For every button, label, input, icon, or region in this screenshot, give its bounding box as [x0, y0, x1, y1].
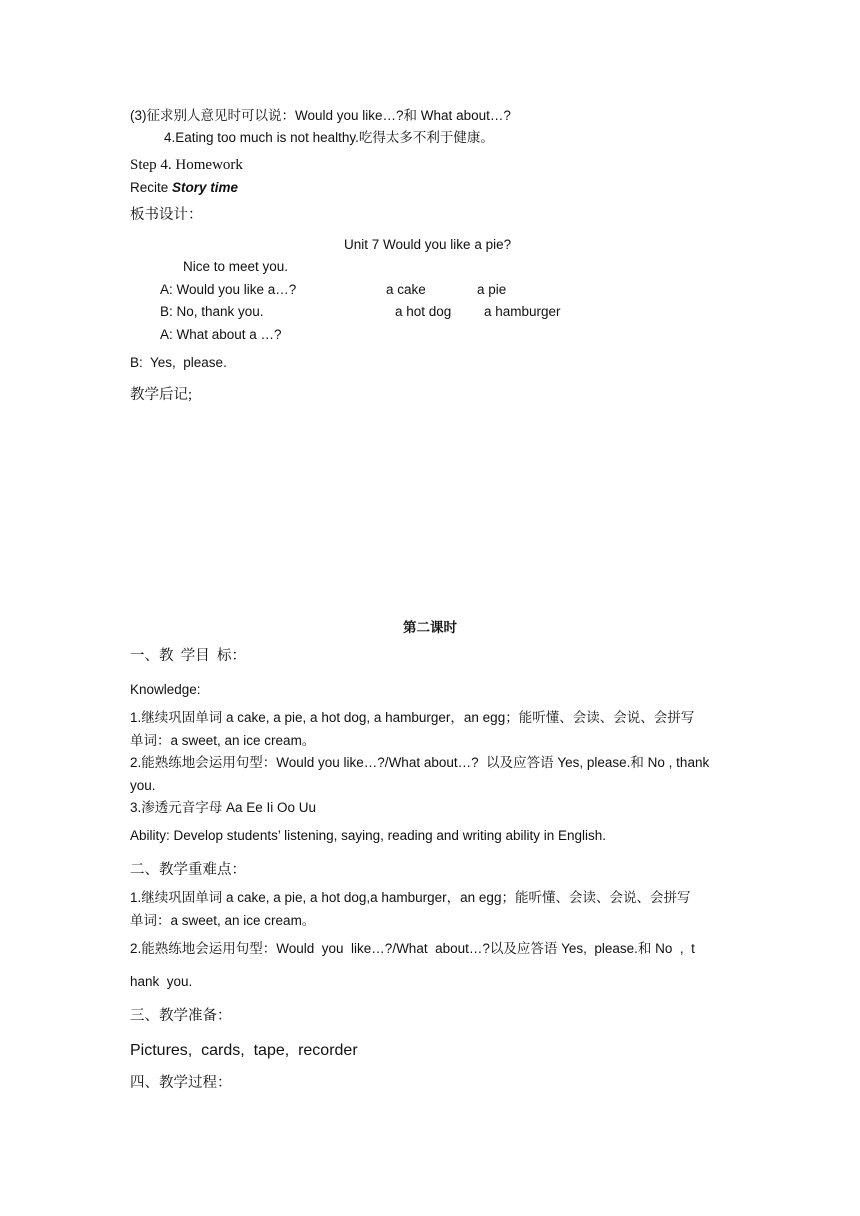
knowledge-label: Knowledge: — [130, 682, 201, 697]
teaching-notes-heading: 教学后记; — [130, 387, 193, 403]
key-point-1-cont: 单词：a sweet, an ice cream。 — [130, 913, 316, 928]
board-design-heading: 板书设计： — [130, 207, 203, 223]
key-point-1: 1.继续巩固单词 a cake, a pie, a hot dog,a hamburger，an egg；能听懂、会读、会说、会拼写 — [130, 890, 691, 905]
board-what-line: A: What about a …? — [160, 327, 282, 342]
key-points-heading: 二、教学重难点： — [130, 862, 246, 878]
key-point-2: 2.能熟练地会运用句型：Would you like…?/What about…?以及应答语 Yes, please.和 No , t — [130, 941, 695, 956]
ability-line: Ability: Develop students’ listening, saying, reading and writing ability in English. — [130, 828, 607, 843]
knowledge-item-2-cont: you. — [130, 778, 156, 793]
preparation-items: Pictures, cards, tape, recorder — [130, 1042, 358, 1059]
knowledge-item-2: 2.能熟练地会运用句型：Would you like…?/What about…? 以及应答语 Yes, please.和 No , thank — [130, 755, 710, 770]
board-no-line: B: No, thank you. — [160, 304, 264, 319]
knowledge-item-1-cont: 单词：a sweet, an ice cream。 — [130, 733, 316, 748]
process-heading: 四、教学过程： — [130, 1075, 232, 1091]
eating-note-line: 4.Eating too much is not healthy.吃得太多不利于健康。 — [164, 130, 494, 145]
board-would-line: A: Would you like a…? — [160, 282, 297, 297]
story-time-text: Story time — [172, 180, 239, 195]
board-yes-line: B: Yes, please. — [130, 355, 227, 370]
lesson-title: 第二课时 — [403, 620, 457, 635]
preparation-heading: 三、教学准备： — [130, 1008, 232, 1024]
recite-prefix: Recite — [130, 180, 173, 195]
goals-heading: 一、教 学目 标： — [130, 648, 246, 664]
board-unit-title: Unit 7 Would you like a pie? — [344, 237, 512, 252]
board-word: a hot dog — [395, 304, 452, 319]
board-word: a hamburger — [484, 304, 561, 319]
board-nice-line: Nice to meet you. — [183, 259, 289, 274]
step4-heading: Step 4. Homework — [130, 157, 243, 173]
key-point-2-cont: hank you. — [130, 974, 193, 989]
knowledge-item-3: 3.渗透元音字母 Aa Ee Ii Oo Uu — [130, 800, 317, 815]
board-word: a cake — [386, 282, 426, 297]
board-word: a pie — [477, 282, 507, 297]
knowledge-item-1: 1.继续巩固单词 a cake, a pie, a hot dog, a hamburger，an egg；能听懂、会读、会说、会拼写 — [130, 710, 695, 725]
recite-line — [130, 180, 238, 196]
opinion-phrases-line: (3)征求别人意见时可以说：Would you like…?和 What about…? — [130, 108, 511, 123]
